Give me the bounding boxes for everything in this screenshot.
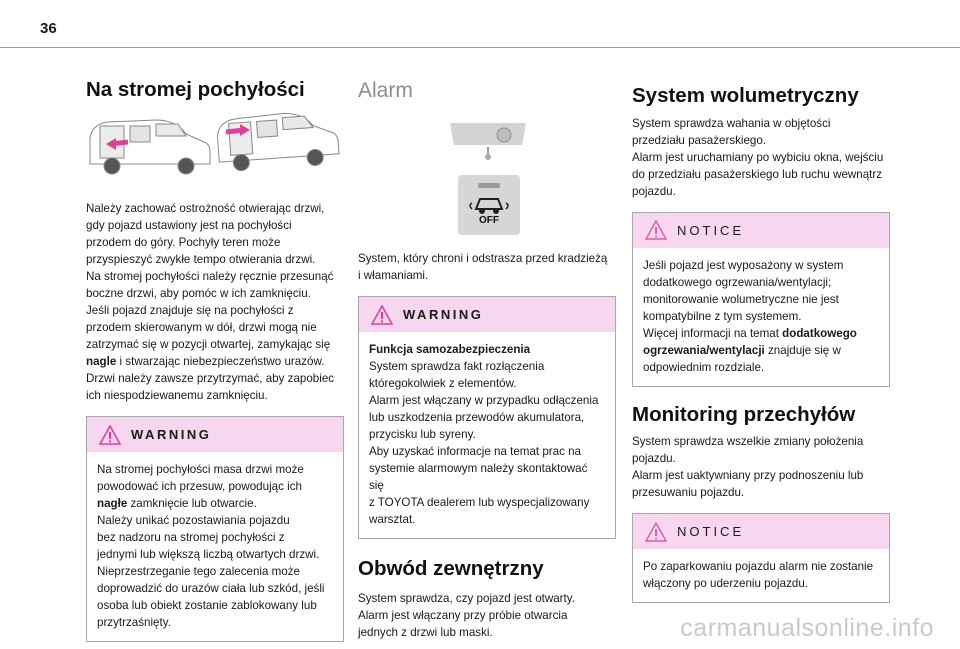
- warning-body-slope: Na stromej pochyłości masa drzwi może powodować ich przesuw, powodując ich nagłe zamknięcie lub otwarcie. Należy unikać pozostawiania pojazdu bez nadzoru na stromej pochyłości z jednymi lub większą liczbą otwartych drzwi. Nieprzestrzeganie tego zalecenia może doprowadzić do urazów ciała lub szkód, jeśli osoba lub obiekt zostanie zablokowany lub przytrzaśnięty.: [97, 463, 325, 629]
- alarm-paragraph: System, który chroni i odstrasza przed kradzieżą i włamaniami.: [358, 252, 608, 282]
- warning-box-alarm: [358, 296, 616, 539]
- warning-triangle-icon: [99, 425, 121, 445]
- van-door-slope-illustration: [86, 108, 342, 178]
- notice-box-volumetric: [632, 212, 890, 387]
- warning-label: WARNING: [403, 307, 484, 322]
- van-right-icon: [216, 110, 339, 172]
- notice-header: [633, 514, 889, 549]
- section-heading-alarm: Alarm: [358, 79, 413, 102]
- notice-body-volumetric: Jeśli pojazd jest wyposażony w system dodatkowego ogrzewania/wentylacji; monitorowanie wolumetryczne nie jest kompatybilne z tym systemem. Więcej informacji na temat dodatkowego ogrzewania/wentylacji znajduje się w odpowiednim rozdziale.: [643, 258, 857, 374]
- warning-body-alarm: Funkcja samozabezpieczenia System sprawdza fakt rozłączenia któregokolwiek z elementów. Alarm jest włączany w przypadku odłączenia lub uszkodzenia przewodów akumulatora, przycisku lub syreny. Aby uzyskać informacje na temat prac na systemie alarmowym należy skontaktować się z TOYOTA dealerem lub wyspecjalizowany warsztat.: [369, 343, 599, 526]
- van-left-icon: [90, 120, 210, 174]
- section-heading-perimeter: Obwód zewnętrzny: [358, 557, 544, 580]
- top-divider: [0, 47, 960, 48]
- warning-label: WARNING: [131, 427, 212, 442]
- warning-header: [359, 297, 615, 332]
- perimeter-paragraph: System sprawdza, czy pojazd jest otwarty. Alarm jest włączany przy próbie otwarcia jednych z drzwi lub maski.: [358, 591, 575, 639]
- column-alarm: [358, 78, 616, 103]
- alarm-off-button-icon: [458, 175, 520, 235]
- slope-body: [86, 200, 344, 642]
- off-label: OFF: [479, 215, 499, 226]
- column-slope: [86, 78, 344, 103]
- notice-header: [633, 213, 889, 248]
- slope-paragraph: Należy zachować ostrożność otwierając drzwi, gdy pojazd ustawiony jest na pochyłości przodem do góry. Pochyły teren może przyspieszyć zwykłe tempo otwierania drzwi. Na stromej pochyłości należy ręcznie przesunąć boczne drzwi, aby pomóc w ich zamknięciu. Jeśli pojazd znajduje się na pochyłości z przodem skierowanym w dół, drzwi mogą nie zatrzymać się w pozycji otwartej, zamykając się nagle i stwarzając niebezpieczeństwo urazów. Drzwi należy zawsze przytrzymać, aby zapobiec ich niespodziewanemu zamknięciu.: [86, 202, 335, 402]
- column-volumetric: [632, 84, 890, 603]
- notice-label: NOTICE: [677, 222, 745, 238]
- notice-triangle-icon: [645, 522, 667, 542]
- tilt-paragraph: System sprawdza wszelkie zmiany położenia pojazdu. Alarm jest uaktywniany przy podnoszeniu lub przesuwaniu pojazdu.: [632, 435, 864, 500]
- warning-triangle-icon: [371, 305, 393, 325]
- notice-body-tilt: Po zaparkowaniu pojazdu alarm nie zostanie włączony po uderzeniu pojazdu.: [643, 560, 874, 591]
- section-heading-volumetric: System wolumetryczny: [632, 84, 859, 107]
- notice-box-tilt: [632, 513, 890, 603]
- notice-label: NOTICE: [677, 524, 745, 540]
- section-heading-slope: Na stromej pochyłości: [86, 78, 305, 101]
- watermark: carmanualsonline.info: [680, 614, 934, 642]
- page-number: 36: [40, 20, 57, 37]
- warning-box-slope: [86, 416, 344, 642]
- notice-triangle-icon: [645, 220, 667, 240]
- alarm-body: [358, 250, 616, 641]
- volumetric-paragraph: System sprawdza wahania w objętości przedziału pasażerskiego. Alarm jest uruchamiany po wybiciu okna, wejściu do przedziału pasażerskiego lub ruchu wewnątrz pojazdu.: [632, 116, 884, 198]
- warning-title: Funkcja samozabezpieczenia: [369, 343, 531, 356]
- section-heading-tilt: Monitoring przechyłów: [632, 402, 856, 426]
- rearview-mirror-icon: [448, 115, 528, 163]
- warning-header: [87, 417, 343, 452]
